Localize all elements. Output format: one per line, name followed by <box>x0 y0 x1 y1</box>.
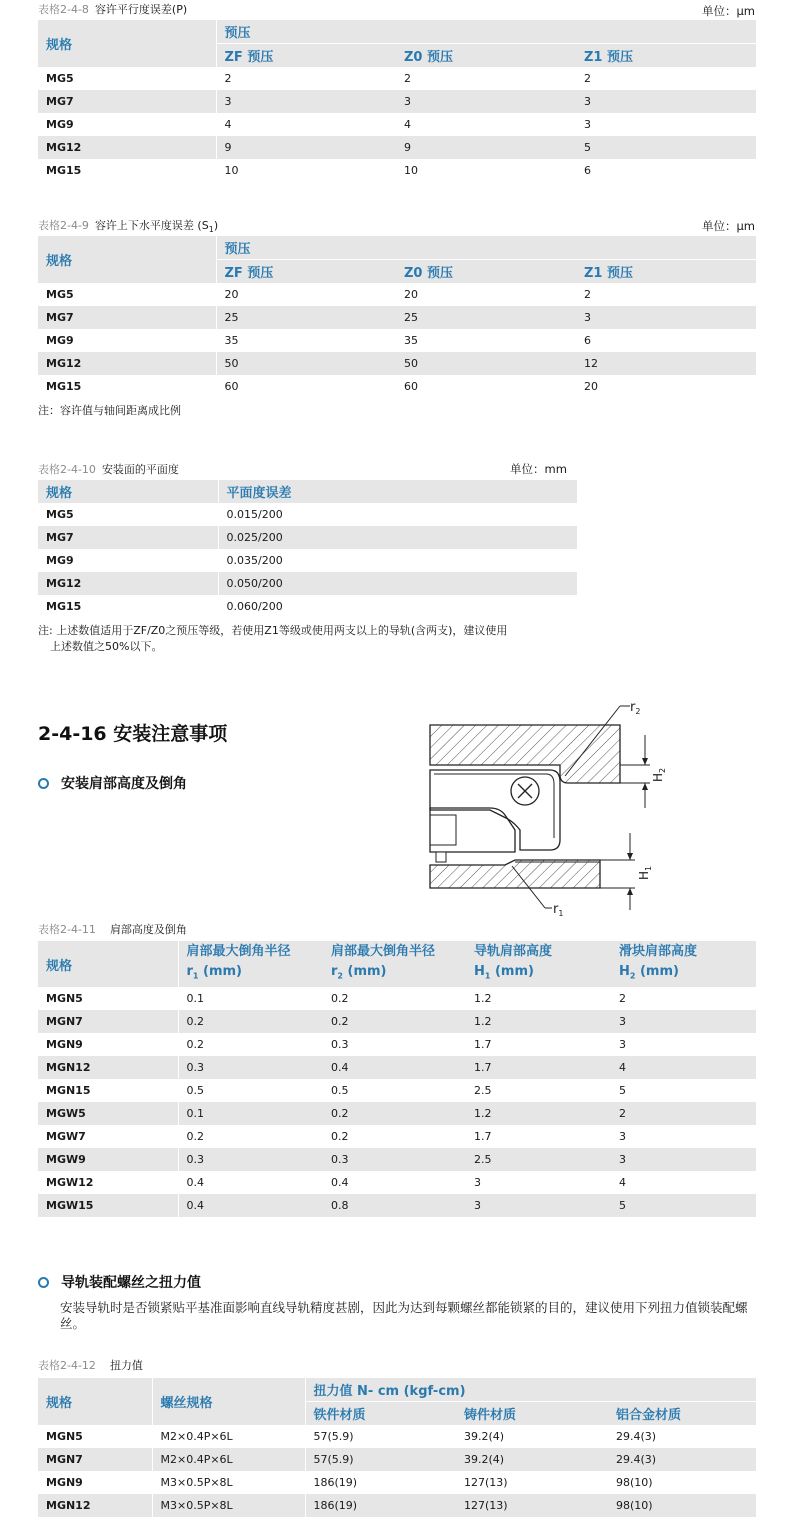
col-header: Z1 预压 <box>576 260 756 284</box>
table-2-4-10-caption: 表格2-4-10 安装面的平面度 <box>38 463 179 476</box>
h1-label: $H_1$ <box>637 865 653 880</box>
table-row: MGN5 M2×0.4P×6L 57(5.9) 39.2(4) 29.4(3) <box>38 1425 756 1448</box>
bullet-circle-icon <box>38 778 49 789</box>
preload-group-header: 预压 <box>216 20 756 44</box>
col-header: 肩部最大倒角半径 $r_1$ (mm) <box>178 941 323 987</box>
table-row: MG5 20 20 2 <box>38 283 756 306</box>
col-header: 滑块肩部高度 $H_2$ (mm) <box>611 941 756 987</box>
table-row: MGW9 0.3 0.3 2.5 3 <box>38 1148 756 1171</box>
col-header: ZF 预压 <box>216 260 396 284</box>
table-row: MG15 0.060/200 <box>38 595 577 618</box>
col-header: 铁件材质 <box>305 1402 456 1426</box>
table-2-4-11 <box>38 941 757 1217</box>
table-2-4-8-caption: 表格2-4-8 容许平行度误差(P) <box>38 3 188 16</box>
table-row: MG12 50 50 12 <box>38 352 756 375</box>
h2-label: $H_2$ <box>651 767 667 782</box>
table-row: MG5 2 2 2 <box>38 67 756 90</box>
table-row: MGN7 M2×0.4P×6L 57(5.9) 39.2(4) 29.4(3) <box>38 1448 756 1471</box>
spec-header: 规格 <box>38 941 178 987</box>
table-row: MGW5 0.1 0.2 1.2 2 <box>38 1102 756 1125</box>
screw-spec-header: 螺丝规格 <box>152 1378 305 1425</box>
col-header: 铸件材质 <box>456 1402 608 1426</box>
table-2-4-11-caption: 表格2-4-11 肩部高度及倒角 <box>38 923 187 936</box>
section-title: 2-4-16 安装注意事项 <box>38 723 228 745</box>
base-block <box>430 860 600 888</box>
table-2-4-9-caption: 表格2-4-9 容许上下水平度误差 $(S_1)$ <box>38 219 219 235</box>
table-2-4-8-unit: 单位：μm <box>701 4 755 18</box>
table-row: MG9 4 4 3 <box>38 113 756 136</box>
table-2-4-12 <box>38 1378 756 1517</box>
col-header: Z1 预压 <box>576 44 756 68</box>
col-header: Z0 预压 <box>396 260 576 284</box>
table-row: MG7 0.025/200 <box>38 526 577 549</box>
table-row: MGW15 0.4 0.8 3 5 <box>38 1194 756 1217</box>
r1-label: $r_1$ <box>553 902 564 918</box>
table-row: MGN15 0.5 0.5 2.5 5 <box>38 1079 756 1102</box>
table-2-4-8 <box>38 20 756 182</box>
table-2-4-9 <box>38 236 756 398</box>
r2-label: $r_2$ <box>630 700 641 716</box>
table-row: MGN9 M3×0.5P×8L 186(19) 127(13) 98(10) <box>38 1471 756 1494</box>
table-2-4-9-note: 注：容许值与轴间距离成比例 <box>38 404 181 417</box>
table-row: MG9 35 35 6 <box>38 329 756 352</box>
table-row: MG9 0.035/200 <box>38 549 577 572</box>
table-row: MGN9 0.2 0.3 1.7 3 <box>38 1033 756 1056</box>
col-header: 平面度误差 <box>218 480 577 503</box>
table-2-4-10-unit: 单位：mm <box>510 462 567 476</box>
table-row: MG15 60 60 20 <box>38 375 756 398</box>
table-row: MGN12 M3×0.5P×8L 186(19) 127(13) 98(10) <box>38 1494 756 1517</box>
spec-header: 规格 <box>38 480 218 503</box>
bullet-shoulder: 安装肩部高度及倒角 <box>38 773 187 793</box>
table-row: MGW7 0.2 0.2 1.7 3 <box>38 1125 756 1148</box>
table-row: MGW12 0.4 0.4 3 4 <box>38 1171 756 1194</box>
table-row: MG5 0.015/200 <box>38 503 577 526</box>
bullet-circle-icon <box>38 1277 49 1288</box>
table-row: MG12 0.050/200 <box>38 572 577 595</box>
preload-group-header: 预压 <box>216 236 756 260</box>
spec-header: 规格 <box>38 20 216 67</box>
table-2-4-12-caption: 表格2-4-12 扭力值 <box>38 1359 143 1372</box>
shoulder-chamfer-diagram <box>420 690 780 920</box>
table-row: MG7 25 25 3 <box>38 306 756 329</box>
table-2-4-10 <box>38 480 577 618</box>
torque-paragraph: 安装导轨时是否锁紧贴平基准面影响直线导轨精度甚剧，因此为达到每颗螺丝都能锁紧的目的，建议使用下列扭力值锁装配螺丝。 <box>60 1300 748 1331</box>
table-row: MGN12 0.3 0.4 1.7 4 <box>38 1056 756 1079</box>
bullet-torque: 导轨装配螺丝之扭力值 <box>38 1272 201 1292</box>
col-header: Z0 预压 <box>396 44 576 68</box>
table-row: MG12 9 9 5 <box>38 136 756 159</box>
table-row: MGN5 0.1 0.2 1.2 2 <box>38 987 756 1010</box>
table-row: MG15 10 10 6 <box>38 159 756 182</box>
col-header: ZF 预压 <box>216 44 396 68</box>
col-header: 肩部最大倒角半径 $r_2$ (mm) <box>323 941 466 987</box>
table-2-4-9-unit: 单位：μm <box>701 219 755 233</box>
torque-group-header: 扭力值 N- cm (kgf-cm) <box>305 1378 756 1402</box>
table-row: MGN7 0.2 0.2 1.2 3 <box>38 1010 756 1033</box>
spec-header: 规格 <box>38 1378 152 1425</box>
col-header: 铝合金材质 <box>608 1402 756 1426</box>
col-header: 导轨肩部高度 $H_1$ (mm) <box>466 941 611 987</box>
slider-body <box>430 770 560 850</box>
spec-header: 规格 <box>38 236 216 283</box>
table-2-4-10-note: 注: 上述数值适用于ZF/Z0之预压等级，若使用Z1等级或使用两支以上的导轨(含两支)，建议使用 上述数值之50%以下。 <box>38 624 508 653</box>
table-row: MG7 3 3 3 <box>38 90 756 113</box>
